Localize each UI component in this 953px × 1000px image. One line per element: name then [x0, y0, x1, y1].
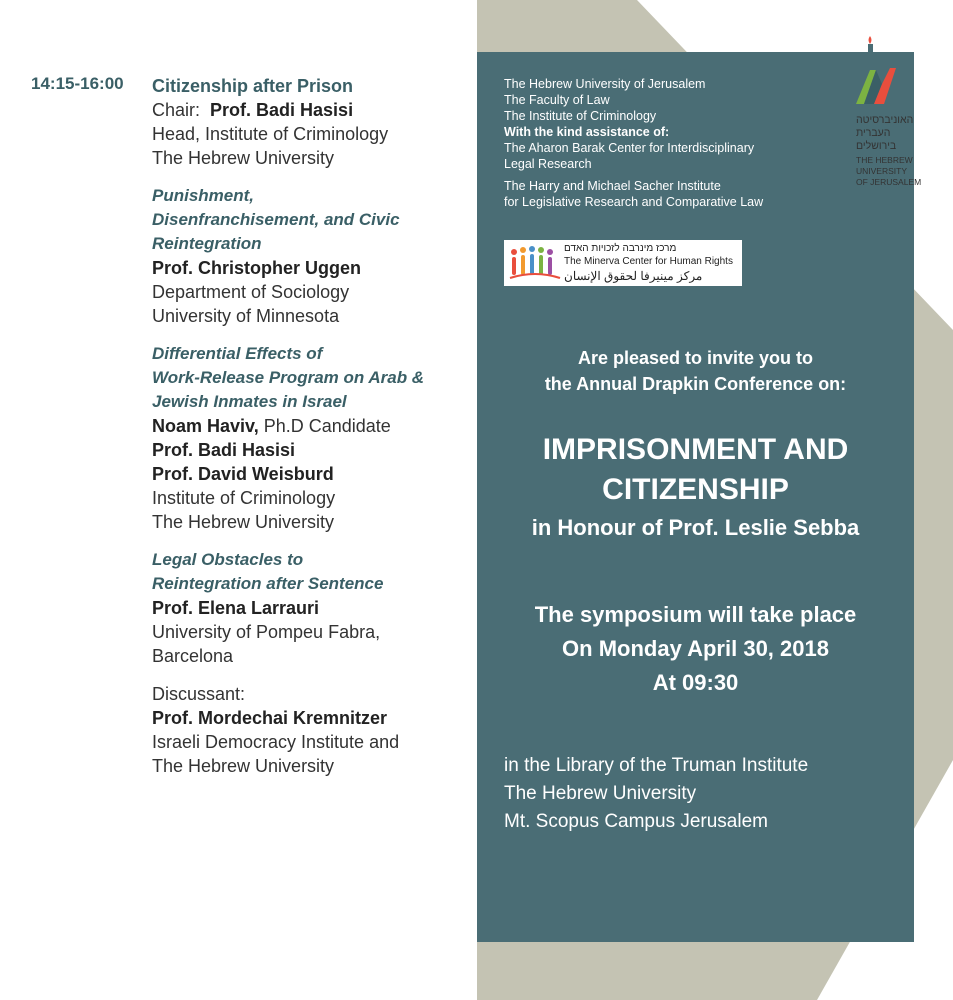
minerva-english: The Minerva Center for Human Rights: [564, 256, 733, 267]
chair-line: [152, 98, 472, 122]
center-2-line: for Legislative Research and Comparative Law: [504, 195, 764, 209]
logo-hebrew-line: העברית: [856, 127, 891, 139]
logo-hebrew: [856, 114, 918, 153]
talk-2-speaker-1: [152, 414, 472, 438]
hebrew-university-logo: [856, 34, 936, 188]
talk-2-title-3: Jewish Inmates in Israel: [152, 392, 347, 411]
talk-2-speaker-2: Prof. Badi Hasisi: [152, 440, 296, 460]
organizer-line: The Hebrew University of Jerusalem: [504, 77, 706, 91]
symposium-where: [504, 752, 808, 836]
title-line: CITIZENSHIP: [602, 473, 789, 506]
talk-2-speaker-1-name: Noam Haviv,: [152, 416, 259, 436]
chair-role: Head, Institute of Criminology: [152, 124, 389, 144]
talk-2-speaker-3: Prof. David Weisburd: [152, 464, 334, 484]
conference-title: [477, 430, 914, 510]
minerva-logo: [504, 240, 742, 286]
talk-1-title-3: Reintegration: [152, 234, 262, 253]
center-1-line: The Aharon Barak Center for Interdisciplinary: [504, 141, 755, 155]
organizer-line: The Institute of Criminology: [504, 109, 657, 123]
university-emblem-icon: [856, 34, 896, 110]
logo-english-line: UNIVERSITY: [856, 166, 908, 176]
people-icon: [508, 244, 562, 282]
talk-3-speaker: Prof. Elena Larrauri: [152, 598, 320, 618]
talk-3-affil-2: Barcelona: [152, 646, 234, 666]
conference-subtitle: in Honour of Prof. Leslie Sebba: [531, 515, 860, 540]
logo-hebrew-line: בירושלים: [856, 140, 897, 152]
logo-english: [856, 155, 936, 188]
talk-3-title-1: Legal Obstacles to: [152, 550, 304, 569]
center-2-line: The Harry and Michael Sacher Institute: [504, 179, 721, 193]
discussant-name: Prof. Mordechai Kremnitzer: [152, 708, 388, 728]
logo-hebrew-line: האוניברסיטה: [856, 114, 914, 126]
assistance-label: With the kind assistance of:: [504, 125, 670, 139]
logo-english-line: THE HEBREW: [856, 155, 913, 165]
talk-1-affil-1: Department of Sociology: [152, 282, 350, 302]
talk-3-title-2: Reintegration after Sentence: [152, 574, 384, 593]
invite-line: Are pleased to invite you to: [577, 348, 814, 368]
organizer-line: The Faculty of Law: [504, 93, 610, 107]
invite-text: [477, 345, 914, 397]
invite-line: the Annual Drapkin Conference on:: [544, 374, 847, 394]
talk-1-affil-2: University of Minnesota: [152, 306, 340, 326]
center-1-line: Legal Research: [504, 157, 592, 171]
session-title: Citizenship after Prison: [152, 76, 354, 96]
discussant-label: Discussant:: [152, 684, 246, 704]
session-time: 14:15-16:00: [31, 74, 124, 93]
talk-1-title-2: Disenfranchisement, and Civic: [152, 210, 400, 229]
where-line: The Hebrew University: [504, 783, 697, 804]
symposium-when: [477, 598, 914, 700]
chair-affiliation: The Hebrew University: [152, 148, 335, 168]
when-line: At 09:30: [652, 670, 739, 695]
talk-2-affil-2: The Hebrew University: [152, 512, 335, 532]
discussant-affil-1: Israeli Democracy Institute and: [152, 732, 400, 752]
discussant-affil-2: The Hebrew University: [152, 756, 335, 776]
organizers: [504, 76, 763, 210]
when-line: On Monday April 30, 2018: [562, 636, 829, 661]
programme: [152, 74, 472, 778]
where-line: Mt. Scopus Campus Jerusalem: [504, 811, 768, 832]
where-line: in the Library of the Truman Institute: [504, 755, 809, 776]
title-line: IMPRISONMENT AND: [542, 433, 849, 466]
minerva-arabic: مركز مينيرفا لحقوق الإنسان: [564, 269, 703, 283]
talk-2-speaker-1-role: Ph.D Candidate: [258, 416, 391, 436]
when-line: The symposium will take place: [534, 602, 857, 627]
talk-2-affil-1: Institute of Criminology: [152, 488, 336, 508]
talk-2-title-1: Differential Effects of: [152, 344, 323, 363]
talk-1-speaker: Prof. Christopher Uggen: [152, 258, 362, 278]
talk-3-affil-1: University of Pompeu Fabra,: [152, 622, 381, 642]
talk-1-title-1: Punishment,: [152, 186, 255, 205]
talk-2-title-2: Work-Release Program on Arab &: [152, 368, 425, 387]
chair-label: Chair:: [152, 100, 201, 120]
minerva-hebrew: מרכז מינרבה לזכויות האדם: [564, 243, 677, 254]
logo-english-line: OF JERUSALEM: [856, 177, 922, 187]
chair-name: Prof. Badi Hasisi: [210, 100, 354, 120]
